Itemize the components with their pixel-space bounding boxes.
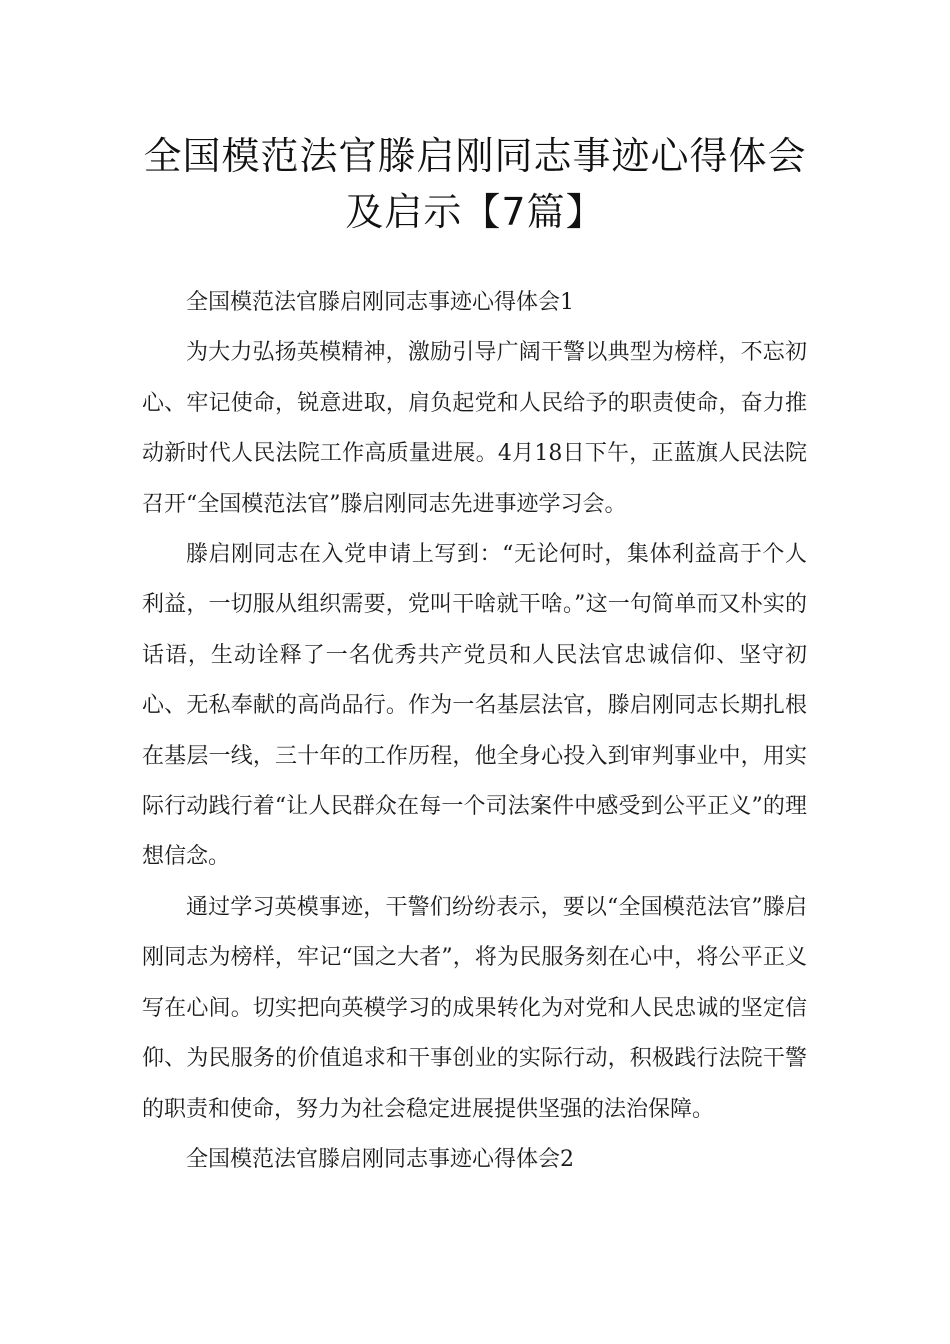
paragraph-3: 通过学习英模事迹，干警们纷纷表示，要以“全国模范法官”滕启刚同志为榜样，牢记“国之大者”，将为民服务刻在心中，将公平正义写在心间。切实把向英模学习的成果转化为对党和人民忠诚的坚定信仰、为民服务的价值追求和干事创业的实际行动，积极践行法院干警的职责和使命，努力为社会稳定进展提供坚强的法治保障。 [142,894,807,1122]
paragraph-1: 为大力弘扬英模精神，激励引导广阔干警以典型为榜样，不忘初心、牢记使命，锐意进取，肩负起党和人民给予的职责使命，奋力推动新时代人民法院工作高质量进展。4月18日下午，正蓝旗人民法院召开“全国模范法官”滕启刚同志先进事迹学习会。 [142,340,807,517]
document-title [120,128,830,240]
title-line-1: 全国模范法官滕启刚同志事迹心得体会 [143,134,807,178]
section-heading-1: 全国模范法官滕启刚同志事迹心得体会1 [186,290,574,315]
paragraph-2: 滕启刚同志在入党申请上写到：“无论何时，集体利益高于个人利益，一切服从组织需要，党叫干啥就干啥。”这一句简单而又朴实的话语，生动诠释了一名优秀共产党员和人民法官忠诚信仰、坚守初心、无私奉献的高尚品行。作为一名基层法官，滕启刚同志长期扎根在基层一线，三十年的工作历程，他全身心投入到审判事业中，用实际行动践行着“让人民群众在每一个司法案件中感受到公平正义”的理想信念。 [142,542,807,870]
title-line-2: 及启示【7篇】 [345,190,605,234]
document-body [142,278,807,1185]
section-heading-2: 全国模范法官滕启刚同志事迹心得体会2 [186,1146,574,1172]
